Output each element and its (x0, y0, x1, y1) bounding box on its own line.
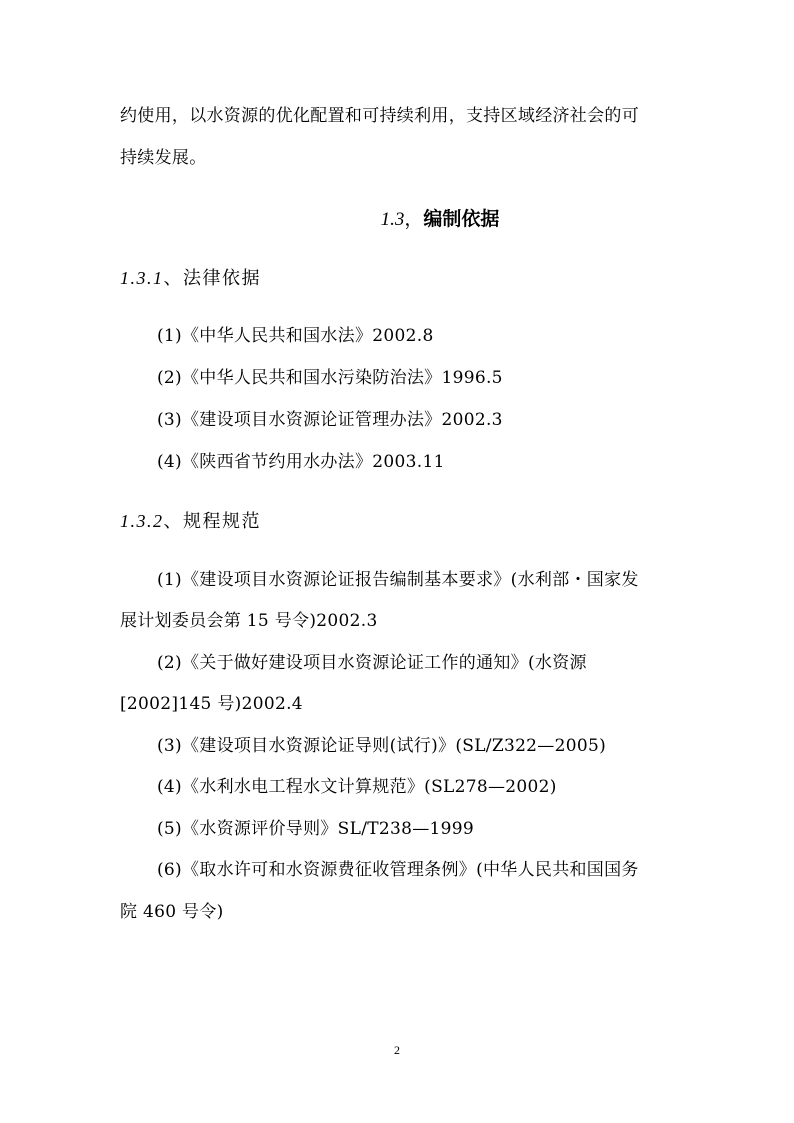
norms-item-6-line-2: 院 460 号令) (120, 902, 224, 922)
subsection-legal-title: 、法律依据 (163, 268, 261, 289)
subsection-norms-title: 、规程规范 (163, 511, 261, 532)
norms-item-2-line-2: [2002]145 号)2002.4 (120, 694, 303, 714)
page-number: 2 (394, 1043, 400, 1057)
norms-item-5: (5)《水资源评价导则》SL/T238—1999 (157, 819, 474, 839)
section-title: 编制依据 (423, 208, 500, 230)
legal-item-1: (1)《中华人民共和国水法》2002.8 (157, 326, 434, 346)
subsection-legal-heading (120, 265, 261, 292)
norms-item-1-line-1: (1)《建设项目水资源论证报告编制基本要求》(水利部・国家发 (157, 570, 639, 590)
section-separator: ， (404, 208, 424, 230)
section-heading (0, 206, 794, 233)
legal-item-3: (3)《建设项目水资源论证管理办法》2002.3 (157, 410, 503, 430)
norms-item-6-line-1: (6)《取水许可和水资源费征收管理条例》(中华人民共和国国务 (157, 860, 639, 880)
legal-item-4: (4)《陕西省节约用水办法》2003.11 (157, 452, 445, 472)
section-number: 1.3 (380, 209, 405, 230)
legal-item-2: (2)《中华人民共和国水污染防治法》1996.5 (157, 368, 503, 388)
subsection-legal-number: 1.3.1 (120, 268, 164, 288)
intro-line-1: 约使用，以水资源的优化配置和可持续利用，支持区域经济社会的可 (120, 106, 639, 126)
norms-item-3: (3)《建设项目水资源论证导则(试行)》(SL/Z322—2005) (157, 736, 606, 756)
norms-item-4: (4)《水利水电工程水文计算规范》(SL278—2002) (157, 777, 557, 797)
subsection-norms-heading (120, 508, 261, 535)
norms-item-1-line-2: 展计划委员会第 15 号令)2002.3 (120, 611, 378, 631)
norms-item-2-line-1: (2)《关于做好建设项目水资源论证工作的通知》(水资源 (157, 653, 587, 673)
subsection-norms-number: 1.3.2 (120, 511, 164, 531)
intro-line-2: 持续发展。 (120, 148, 207, 168)
